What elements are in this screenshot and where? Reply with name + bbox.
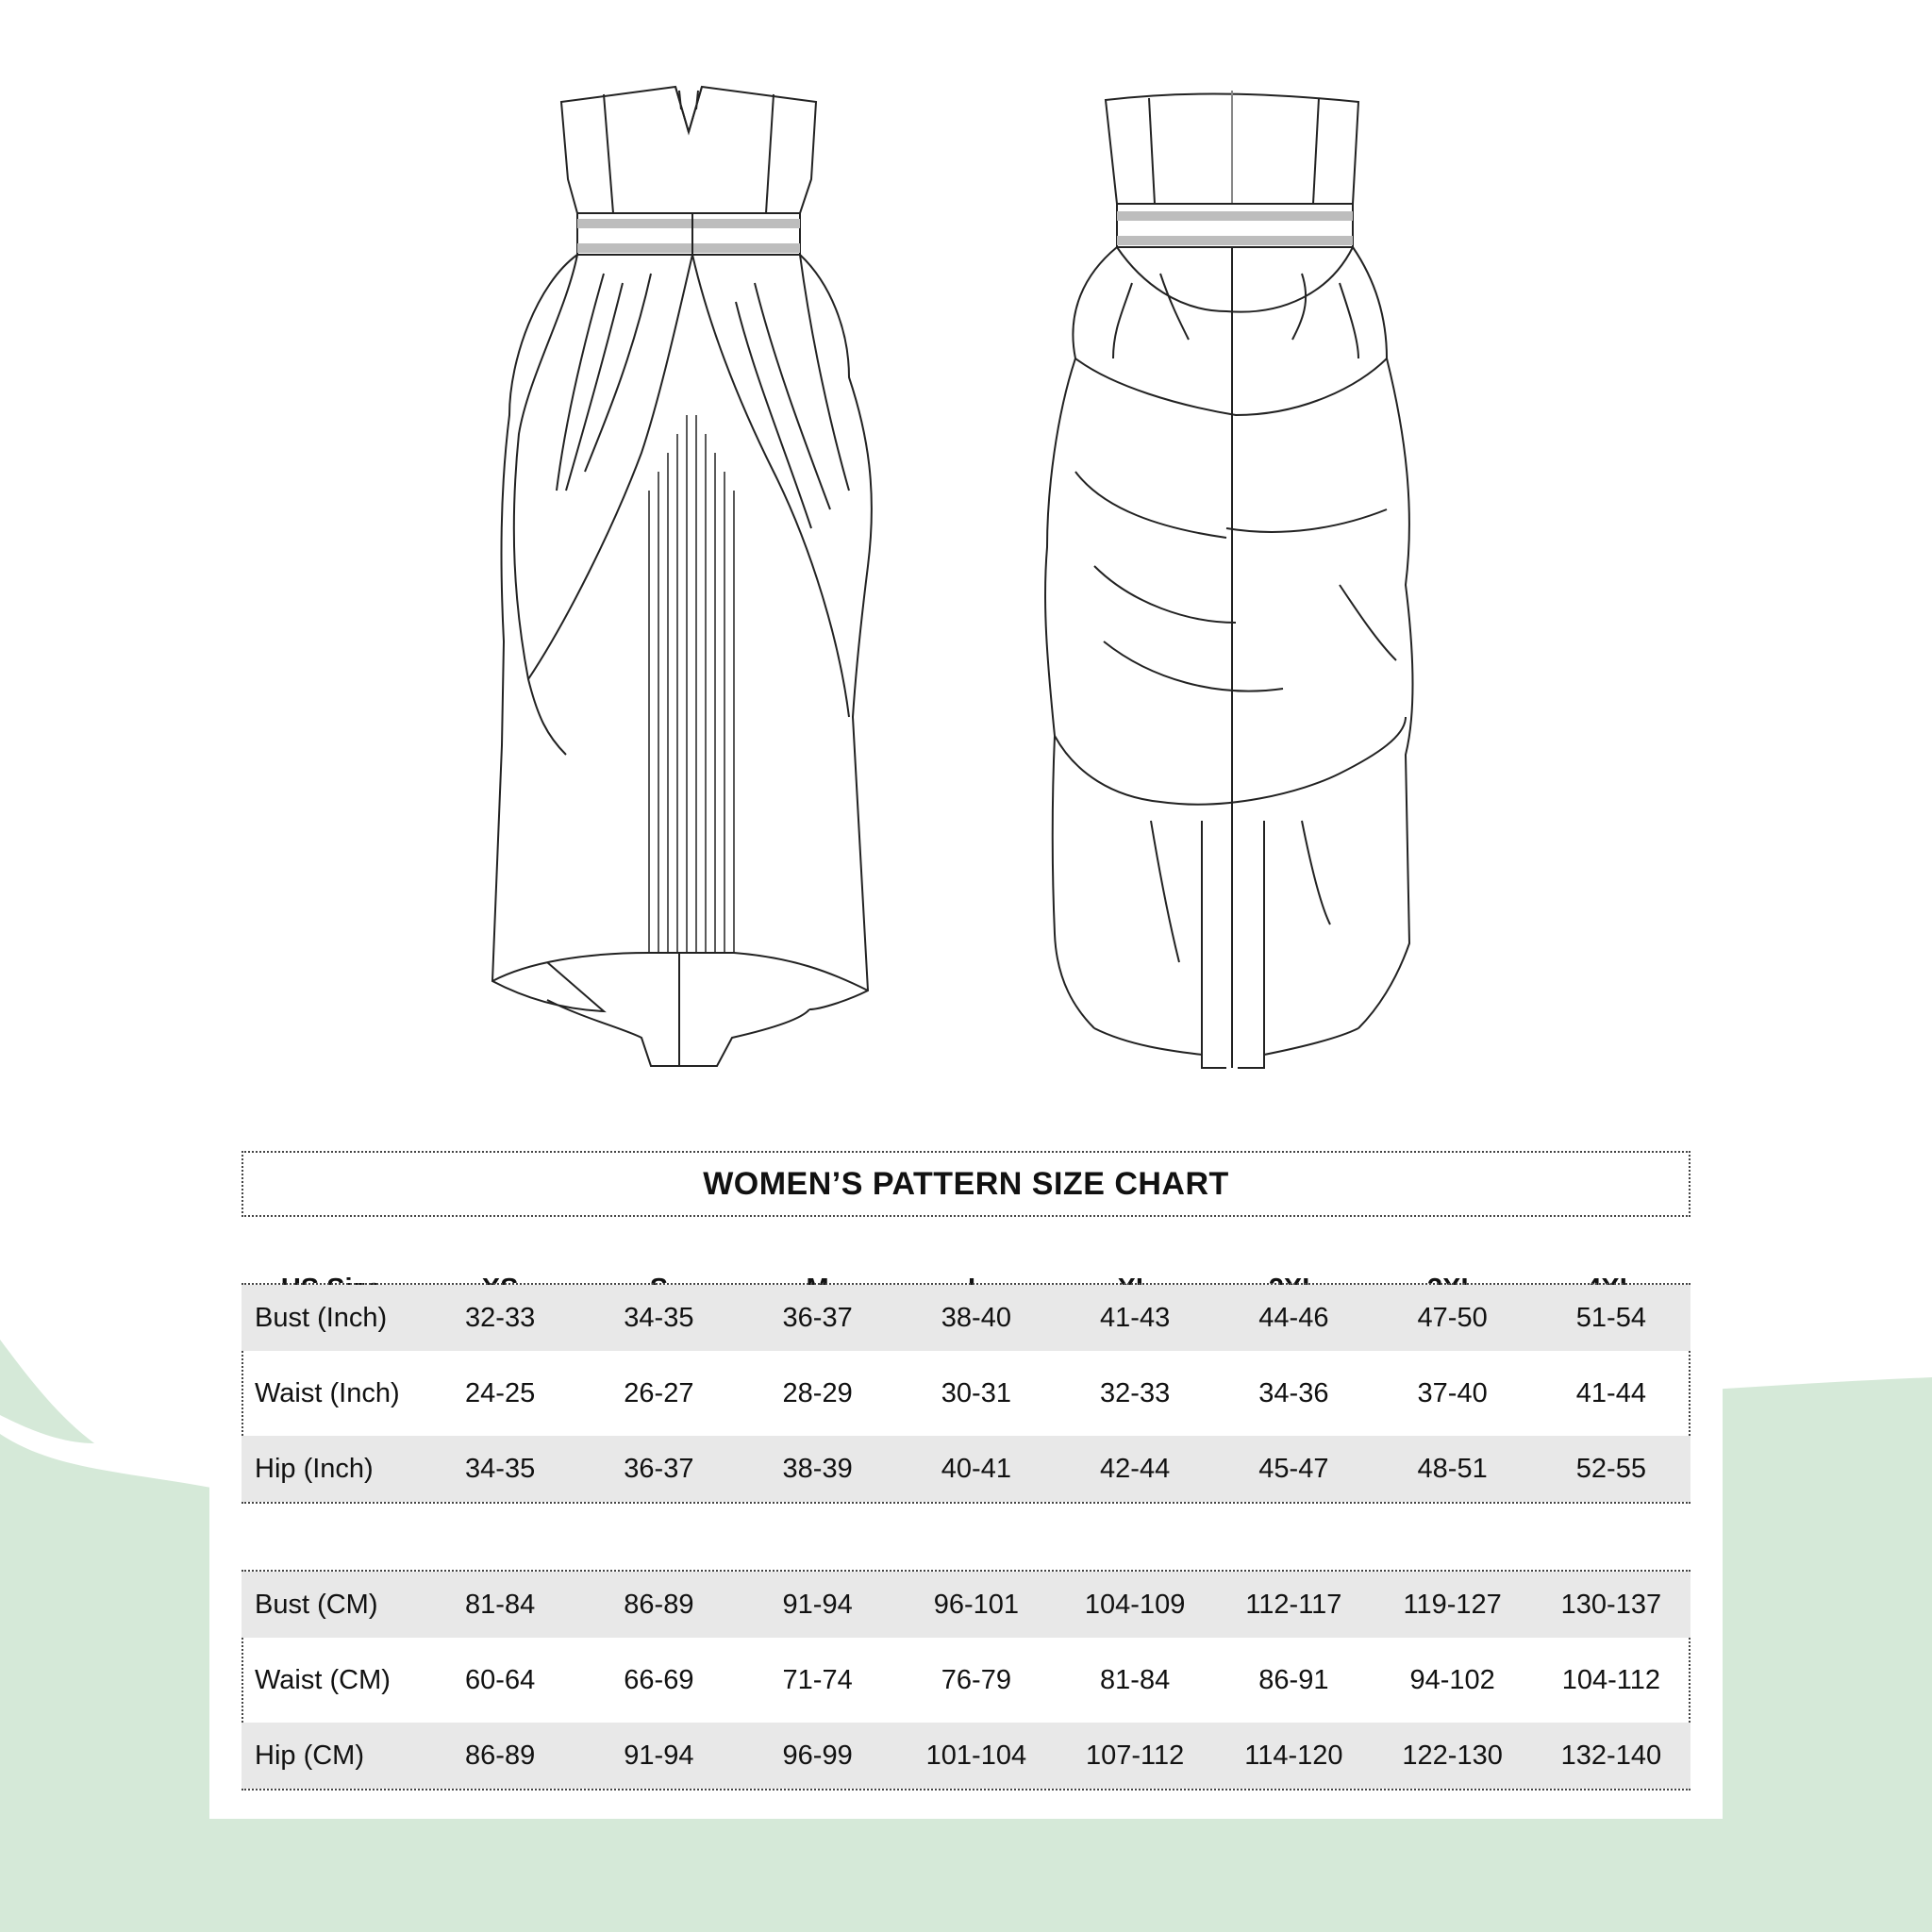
table-cell: 132-140 <box>1560 1740 1662 1771</box>
table-cell: 81-84 <box>465 1589 536 1620</box>
size-chart-panel <box>209 1113 1723 1819</box>
row-label: Hip (CM) <box>255 1740 364 1771</box>
table-cell: 91-94 <box>624 1740 694 1771</box>
table-cell: 51-54 <box>1575 1302 1646 1333</box>
table-cell: 104-112 <box>1561 1664 1661 1695</box>
table-cell: 91-94 <box>782 1589 853 1620</box>
table-cell: 36-37 <box>782 1302 853 1333</box>
table-cell: 41-43 <box>1100 1302 1171 1333</box>
table-cell: 66-69 <box>624 1664 694 1695</box>
table-cell: 101-104 <box>925 1740 1027 1771</box>
table-cell: 60-64 <box>465 1664 536 1695</box>
size-chart-title: WOMEN’S PATTERN SIZE CHART <box>703 1165 1229 1202</box>
table-cell: 45-47 <box>1258 1453 1329 1484</box>
table-cell: 36-37 <box>624 1453 694 1484</box>
row-label: Hip (Inch) <box>255 1453 374 1484</box>
size-chart-title-box <box>242 1151 1690 1217</box>
table-cell: 48-51 <box>1417 1453 1488 1484</box>
back-view-sketch <box>1045 91 1413 1068</box>
front-view-sketch <box>492 87 872 1066</box>
table-row <box>242 1436 1690 1502</box>
table-cell: 44-46 <box>1258 1302 1329 1333</box>
table-cell: 32-33 <box>1100 1377 1171 1408</box>
table-cell: 96-99 <box>782 1740 853 1771</box>
table-cell: 41-44 <box>1575 1377 1646 1408</box>
table-row <box>242 1723 1690 1789</box>
table-cell: 96-101 <box>933 1589 1020 1620</box>
table-cell: 37-40 <box>1417 1377 1488 1408</box>
table-cell: 94-102 <box>1409 1664 1495 1695</box>
table-cell: 130-137 <box>1560 1589 1662 1620</box>
table-cell: 71-74 <box>782 1664 853 1695</box>
table-cell: 122-130 <box>1402 1740 1503 1771</box>
table-cell: 34-35 <box>465 1453 536 1484</box>
table-cell: 40-41 <box>941 1453 1011 1484</box>
table-row <box>242 1638 1690 1723</box>
table-cell: 86-91 <box>1258 1664 1329 1695</box>
row-label: Waist (Inch) <box>255 1377 400 1408</box>
table-cell: 52-55 <box>1575 1453 1646 1484</box>
table-cell: 28-29 <box>782 1377 853 1408</box>
table-row <box>242 1351 1690 1436</box>
table-cell: 24-25 <box>465 1377 536 1408</box>
table-cell: 26-27 <box>624 1377 694 1408</box>
table-row <box>242 1285 1690 1351</box>
table-cell: 114-120 <box>1244 1740 1343 1771</box>
table-cell: 34-36 <box>1258 1377 1329 1408</box>
table-cell: 42-44 <box>1100 1453 1171 1484</box>
table-cell: 32-33 <box>465 1302 536 1333</box>
table-cell: 30-31 <box>941 1377 1011 1408</box>
table-cell: 107-112 <box>1085 1740 1185 1771</box>
table-cell: 76-79 <box>941 1664 1011 1695</box>
table-cell: 38-40 <box>941 1302 1011 1333</box>
table-cell: 81-84 <box>1100 1664 1171 1695</box>
table-cell: 112-117 <box>1245 1589 1342 1620</box>
table-cell: 86-89 <box>465 1740 536 1771</box>
table-cell: 38-39 <box>782 1453 853 1484</box>
table-cell: 47-50 <box>1417 1302 1488 1333</box>
row-label: Waist (CM) <box>255 1664 391 1695</box>
table-cell: 34-35 <box>624 1302 694 1333</box>
table-cell: 119-127 <box>1403 1589 1502 1620</box>
table-cell: 104-109 <box>1084 1589 1186 1620</box>
table-row <box>242 1572 1690 1638</box>
table-cell: 86-89 <box>624 1589 694 1620</box>
row-label: Bust (CM) <box>255 1589 378 1620</box>
row-label: Bust (Inch) <box>255 1302 388 1333</box>
